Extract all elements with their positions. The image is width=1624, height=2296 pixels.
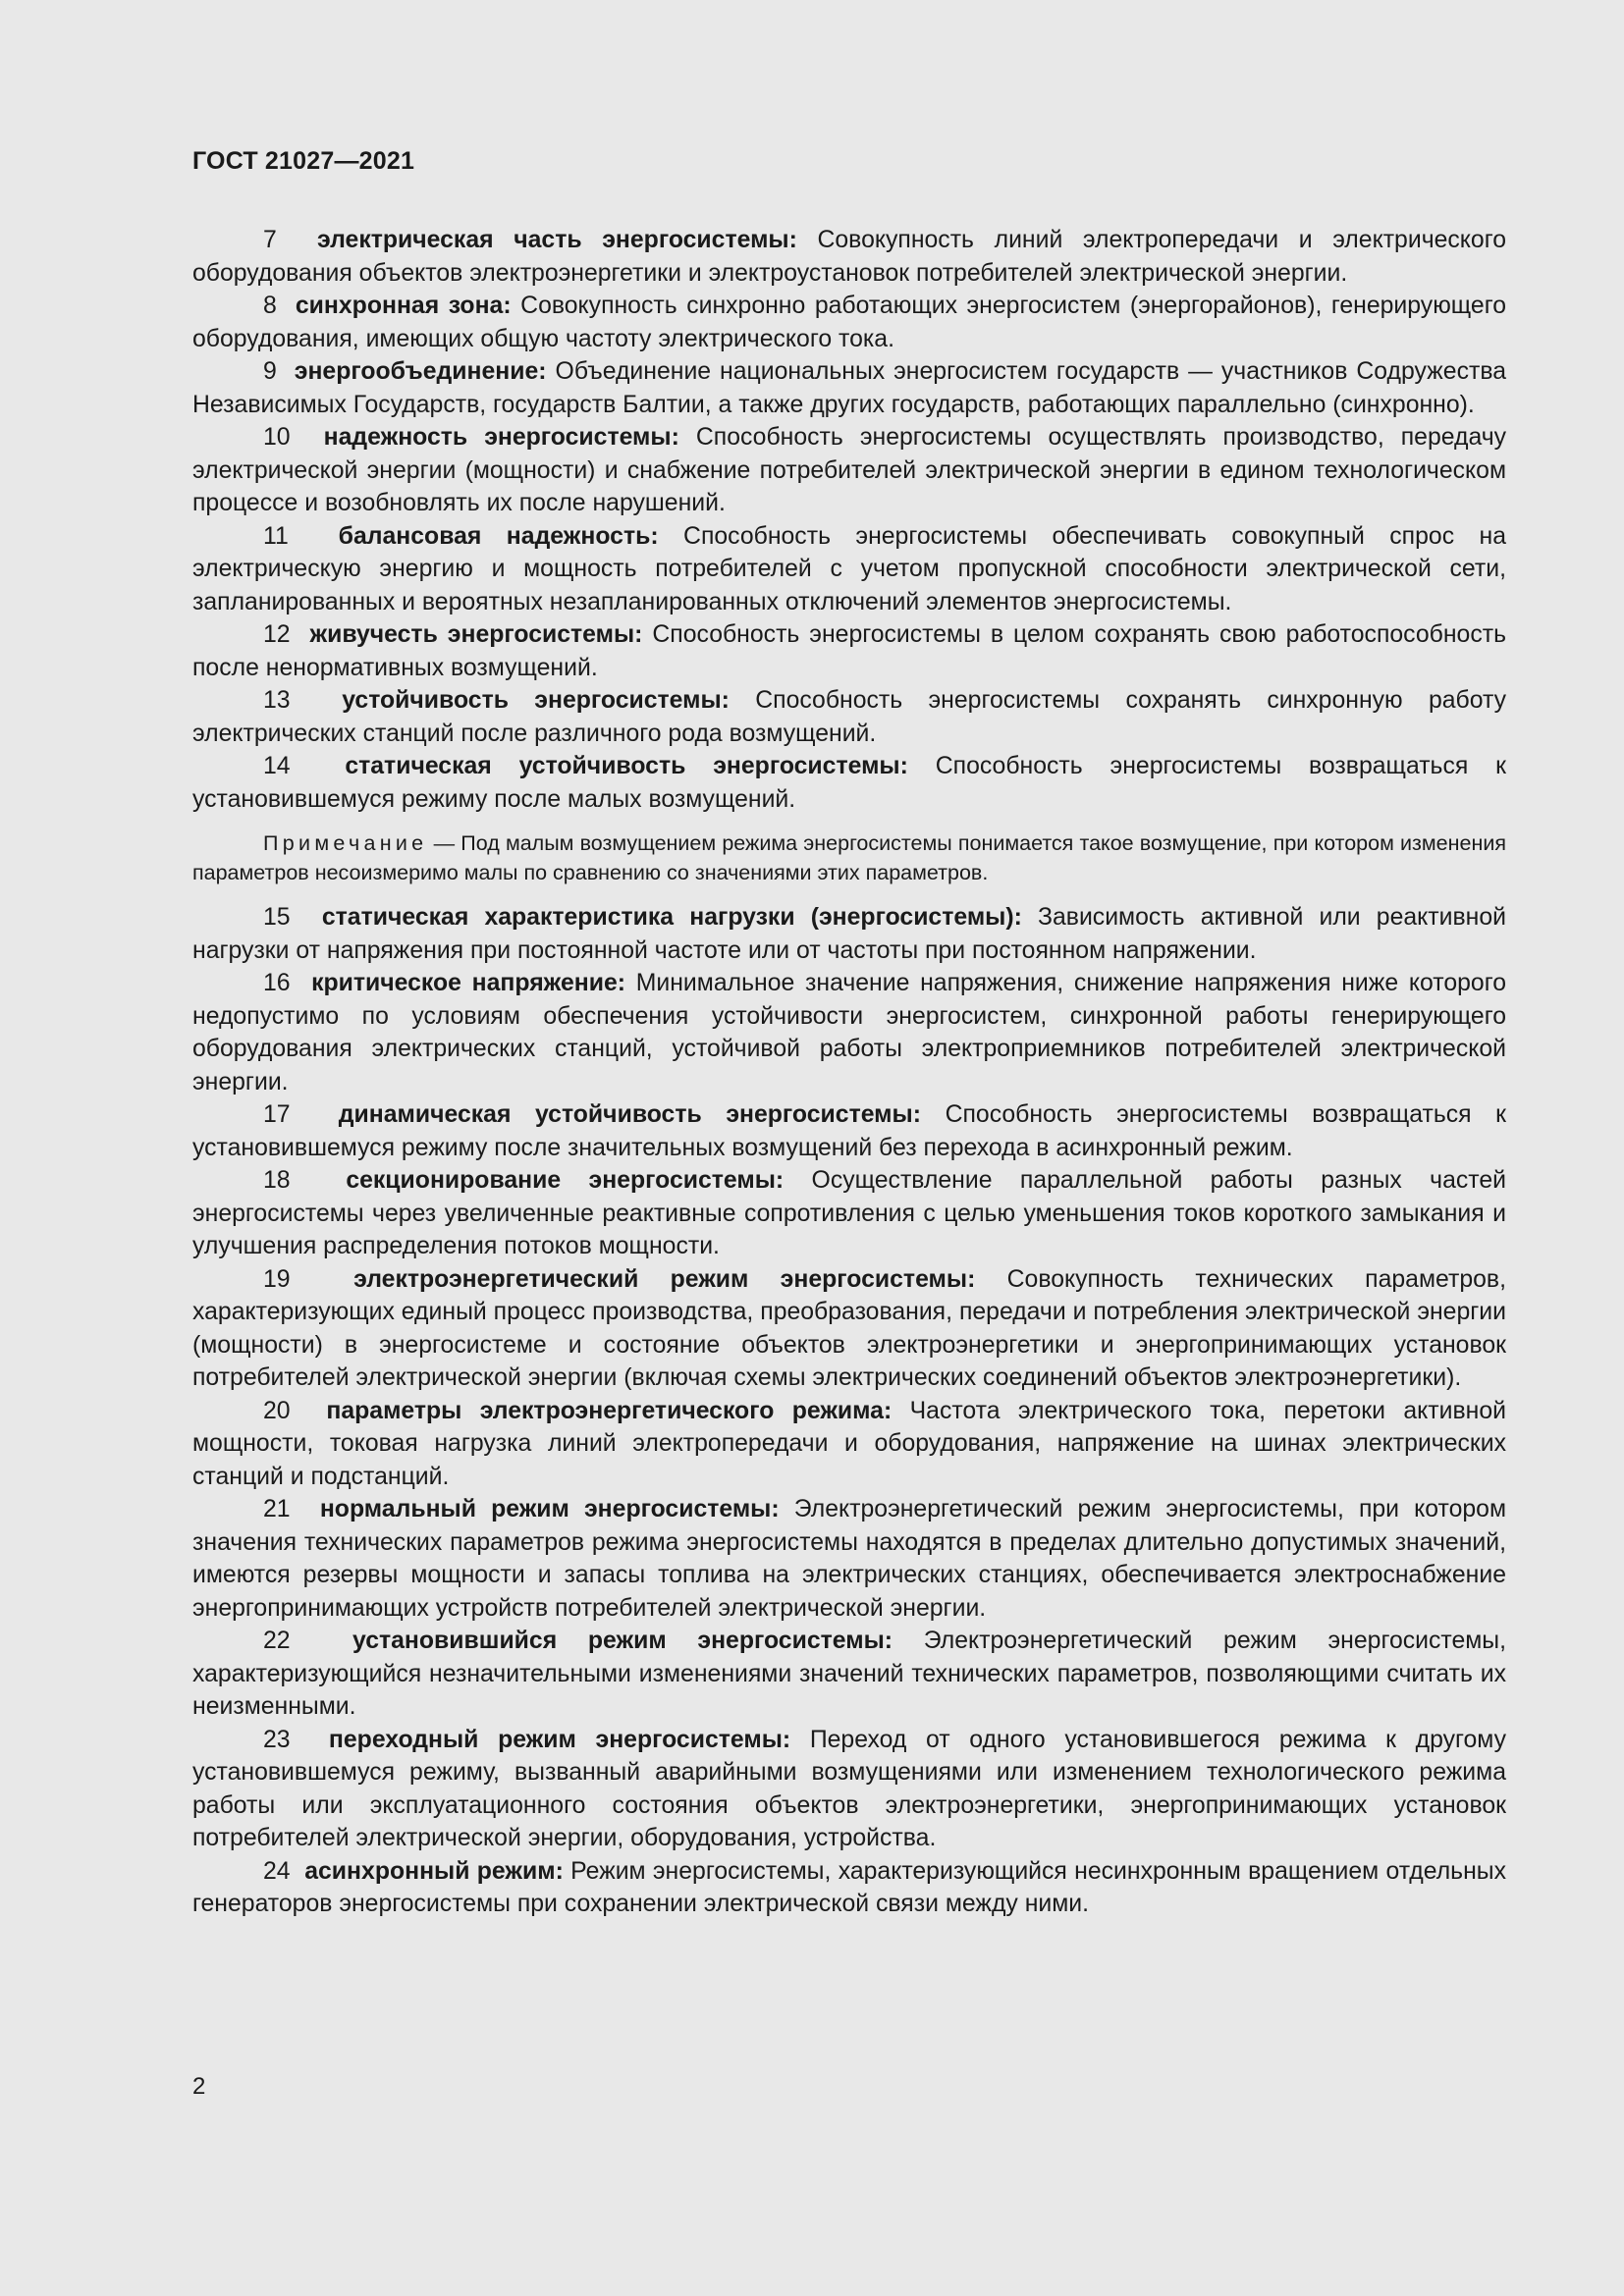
term-name: нормальный режим энергосистемы: xyxy=(319,1496,780,1522)
term-definition: Электроэнергетический режим энергосистемы, характеризующийся незначительными изменениями значений технических параметров, позволяющими считать их неизменными. xyxy=(192,1628,1507,1720)
term-name: секционирование энергосистемы: xyxy=(346,1167,785,1194)
term-entry xyxy=(192,1263,1506,1395)
term-name: критическое напряжение: xyxy=(311,970,625,996)
term-definition: Совокупность синхронно работающих энергосистем (энергорайонов), генерирующего оборудования, имеющих общую частоту электрического тока. xyxy=(192,293,1507,352)
term-name: динамическая устойчивость энергосистемы: xyxy=(338,1101,921,1128)
term-definition: Способность энергосистемы обеспечивать совокупный спрос на электрическую энергию и мощность потребителей с учетом пропускной способности электрической сети, запланированных и вероятных незапланированных отключений элементов энергосистемы. xyxy=(192,522,1507,615)
note-block xyxy=(192,828,1506,887)
term-number: 7 xyxy=(263,227,277,253)
term-number: 17 xyxy=(263,1101,291,1128)
term-definition: Способность энергосистемы возвращаться к установившемуся режиму после значительных возмущений без перехода в асинхронный режим. xyxy=(192,1101,1507,1161)
term-name: установившийся режим энергосистемы: xyxy=(352,1628,893,1654)
term-definition: Совокупность технических параметров, характеризующих единый процесс производства, преобразования, передачи и потребления электрической энергии (мощности) в энергосистеме и состояние объектов электроэнергетики и энергопринимающих установок потребителей электрической энергии (включая схемы электрических соединений объектов электроэнергетики). xyxy=(192,1265,1506,1391)
term-entry xyxy=(192,421,1506,520)
term-entry xyxy=(192,618,1506,684)
term-entry xyxy=(192,1855,1506,1921)
term-number: 10 xyxy=(263,424,291,451)
term-number: 11 xyxy=(263,522,289,550)
term-number: 8 xyxy=(263,293,277,319)
term-entry xyxy=(192,901,1506,967)
term-number: 18 xyxy=(263,1167,291,1194)
term-number: 15 xyxy=(263,904,291,931)
term-number: 24 xyxy=(263,1857,291,1885)
term-number: 14 xyxy=(263,753,291,779)
term-entry xyxy=(192,1098,1506,1164)
term-name: параметры электроэнергетического режима: xyxy=(326,1397,893,1424)
term-name: энергообъединение: xyxy=(294,358,547,385)
term-number: 13 xyxy=(263,687,291,714)
term-number: 12 xyxy=(263,621,291,648)
term-number: 19 xyxy=(263,1265,291,1293)
term-definition: Объединение национальных энергосистем государств — участников Содружества Независимых Государств, государств Балтии, а также других государств, работающих параллельно (синхронно). xyxy=(192,358,1507,418)
term-entry xyxy=(192,1724,1506,1855)
term-entry xyxy=(192,1164,1506,1263)
term-entry xyxy=(192,290,1506,355)
term-name: статическая устойчивость энергосистемы: xyxy=(345,753,908,779)
term-entry xyxy=(192,224,1506,290)
term-number: 20 xyxy=(263,1397,291,1424)
term-entry xyxy=(192,967,1506,1098)
term-definition: Способность энергосистемы осуществлять производство, передачу электрической энергии (мощности) и снабжение потребителей электрической энергии в едином технологическом процессе и возобновлять их после нарушений. xyxy=(192,424,1507,516)
term-definition: Частота электрического тока, перетоки активной мощности, токовая нагрузка линий электропередачи и оборудования, напряжение на шинах электрических станций и подстанций. xyxy=(192,1397,1507,1490)
term-name: электрическая часть энергосистемы: xyxy=(317,227,797,253)
term-definition: Минимальное значение напряжения, снижение напряжения ниже которого недопустимо по условиям обеспечения устойчивости энергосистем, синхронной работы генерирующего оборудования электрических станций, устойчивой работы электроприемников потребителей электрической энергии. xyxy=(192,970,1507,1095)
term-number: 16 xyxy=(263,970,291,996)
term-definition: Переход от одного установившегося режима к другому установившемуся режиму, вызванный аварийными возмущениями или изменением технологического режима работы или эксплуатационного состояния объектов электроэнергетики, энергопринимающих установок потребителей электрической энергии, оборудования, устройства. xyxy=(192,1726,1506,1851)
term-number: 21 xyxy=(263,1496,291,1522)
term-name: асинхронный режим: xyxy=(304,1857,564,1885)
term-definition: Электроэнергетический режим энергосистемы, при котором значения технических параметров режима энергосистемы находятся в пределах длительно допустимых значений, имеются резервы мощности и запасы топлива на электрических станциях, обеспечивается электроснабжение энергопринимающих устройств потребителей электрической энергии. xyxy=(192,1496,1507,1622)
note-text: — Под малым возмущением режима энергосистемы понимается такое возмущение, при котором изменения параметров несоизмеримо малы по сравнению со значениями этих параметров. xyxy=(192,831,1506,884)
term-definition: Совокупность линий электропередачи и электрического оборудования объектов электроэнергетики и электроустановок потребителей электрической энергии. xyxy=(192,227,1507,287)
document-code-header: ГОСТ 21027—2021 xyxy=(192,147,415,175)
term-entry xyxy=(192,355,1506,421)
term-entry xyxy=(192,684,1506,750)
term-name: переходный режим энергосистемы: xyxy=(328,1726,791,1753)
note-label: Примечание xyxy=(263,831,428,855)
term-name: надежность энергосистемы: xyxy=(323,424,679,451)
term-entry xyxy=(192,1625,1506,1724)
term-name: статическая характеристика нагрузки (энергосистемы): xyxy=(321,904,1022,931)
term-name: синхронная зона: xyxy=(295,293,512,319)
term-entry xyxy=(192,1395,1506,1494)
term-definition: Способность энергосистемы сохранять синхронную работу электрических станций после различного рода возмущений. xyxy=(192,687,1507,747)
term-definition: Зависимость активной или реактивной нагрузки от напряжения при постоянной частоте или от частоты при постоянном напряжении. xyxy=(192,904,1507,964)
term-entry xyxy=(192,520,1506,619)
term-definition: Способность энергосистемы возвращаться к установившемуся режиму после малых возмущений. xyxy=(192,753,1507,813)
term-number: 23 xyxy=(263,1726,291,1753)
term-number: 9 xyxy=(263,358,277,385)
term-definition: Осуществление параллельной работы разных частей энергосистемы через увеличенные реактивные сопротивления с целью уменьшения токов короткого замыкания и улучшения распределения потоков мощности. xyxy=(192,1167,1506,1259)
term-definition: Режим энергосистемы, характеризующийся несинхронным вращением отдельных генераторов энергосистемы при сохранении электрической связи между ними. xyxy=(192,1857,1507,1917)
terms-content xyxy=(192,224,1506,1921)
term-definition: Способность энергосистемы в целом сохранять свою работоспособность после ненормативных возмущений. xyxy=(192,621,1506,681)
term-name: живучесть энергосистемы: xyxy=(309,621,643,648)
page-number: 2 xyxy=(192,2073,206,2100)
term-number: 22 xyxy=(263,1628,291,1654)
term-name: балансовая надежность: xyxy=(338,522,659,550)
term-name: устойчивость энергосистемы: xyxy=(342,687,730,714)
term-entry xyxy=(192,1493,1506,1625)
term-name: электроэнергетический режим энергосистемы: xyxy=(353,1265,976,1293)
term-entry xyxy=(192,750,1506,816)
